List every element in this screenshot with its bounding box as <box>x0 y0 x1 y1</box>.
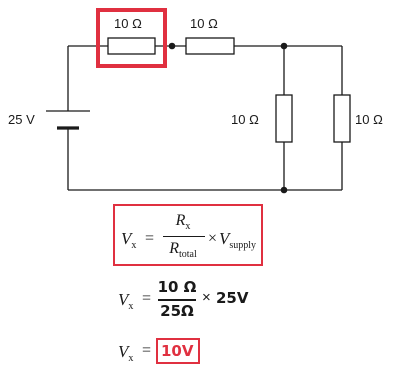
result-lhs: $V_x$ <box>118 342 134 364</box>
formula-denominator: $R_{total}$ <box>169 240 197 260</box>
substitution-times: × <box>202 289 211 306</box>
result-value: 10V <box>161 342 194 360</box>
resistor-parallel-2-label: 10 Ω <box>355 112 383 127</box>
junction-dot-bottom <box>281 187 288 194</box>
resistor-series-1 <box>108 38 155 54</box>
resistor-parallel-1 <box>276 95 292 142</box>
resistor-parallel-1-label: 10 Ω <box>231 112 259 127</box>
formula-numerator: $R_x$ <box>175 212 191 232</box>
resistor-series-2-label: 10 Ω <box>190 16 218 31</box>
resistor-series-1-label: 10 Ω <box>114 16 142 31</box>
substitution-fraction-bar <box>158 299 196 301</box>
formula-rhs: $V_{supply}$ <box>219 229 257 251</box>
resistor-parallel-2 <box>334 95 350 142</box>
formula-times: × <box>208 230 218 247</box>
result-equals: = <box>142 342 152 359</box>
resistor-series-2 <box>186 38 234 54</box>
substitution-supply: 25V <box>216 289 249 307</box>
substitution-denominator: 25Ω <box>160 302 194 320</box>
substitution-equation <box>118 278 278 322</box>
formula-fraction-bar <box>163 236 205 237</box>
substitution-equals: = <box>142 290 152 307</box>
result-equation <box>118 338 238 368</box>
voltage-divider-formula <box>113 204 263 266</box>
junction-dot-top <box>281 43 288 50</box>
substitution-numerator: 10 Ω <box>157 278 197 296</box>
supply-voltage-label: 25 V <box>8 112 35 127</box>
junction-dot-series <box>169 43 176 50</box>
substitution-lhs: $V_x$ <box>118 290 134 312</box>
formula-equals: = <box>145 230 155 247</box>
formula-lhs: $V_x$ <box>121 229 137 251</box>
